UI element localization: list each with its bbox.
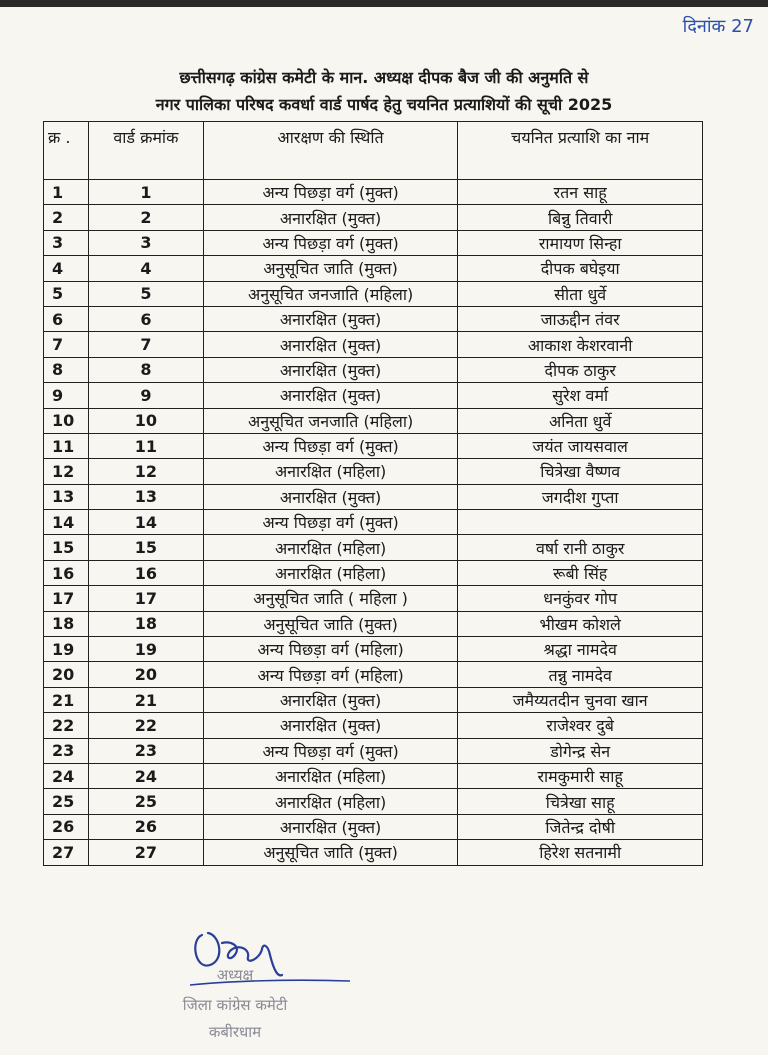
table-row: [44, 840, 703, 865]
cell-ward-number: 10: [88, 408, 203, 433]
cell-serial: 10: [44, 408, 89, 433]
cell-serial: 16: [44, 560, 89, 585]
header-reservation: आरक्षण की स्थिति: [203, 122, 458, 180]
cell-serial: 9: [44, 383, 89, 408]
cell-ward-number: 5: [88, 281, 203, 306]
cell-ward-number: 16: [88, 560, 203, 585]
cell-reservation: अनुसूचित जनजाति (महिला): [203, 281, 458, 306]
cell-candidate-name: रतन साहू: [458, 180, 703, 205]
cell-serial: 27: [44, 840, 89, 865]
cell-ward-number: 9: [88, 383, 203, 408]
table-row: [44, 713, 703, 738]
cell-candidate-name: अनिता धुर्वे: [458, 408, 703, 433]
cell-candidate-name: सुरेश वर्मा: [458, 383, 703, 408]
table-row: [44, 408, 703, 433]
cell-reservation: अनारक्षित (महिला): [203, 459, 458, 484]
cell-reservation: अनुसूचित जनजाति (महिला): [203, 408, 458, 433]
cell-reservation: अन्य पिछड़ा वर्ग (मुक्त): [203, 510, 458, 535]
cell-reservation: अनारक्षित (महिला): [203, 535, 458, 560]
table-body: [44, 180, 703, 866]
candidate-table: [43, 121, 703, 866]
cell-ward-number: 11: [88, 433, 203, 458]
cell-serial: 1: [44, 180, 89, 205]
table-row: [44, 484, 703, 509]
table-row: [44, 433, 703, 458]
cell-reservation: अनारक्षित (महिला): [203, 763, 458, 788]
stamp-org-line-1: जिला कांग्रेस कमेटी: [182, 996, 288, 1014]
cell-serial: 2: [44, 205, 89, 230]
cell-reservation: अन्य पिछड़ा वर्ग (मुक्त): [203, 738, 458, 763]
cell-candidate-name: भीखम कोशले: [458, 611, 703, 636]
table-row: [44, 459, 703, 484]
cell-candidate-name: जयंत जायसवाल: [458, 433, 703, 458]
cell-reservation: अनारक्षित (मुक्त): [203, 687, 458, 712]
cell-candidate-name: आकाश केशरवानी: [458, 332, 703, 357]
cell-serial: 21: [44, 687, 89, 712]
cell-reservation: अनारक्षित (महिला): [203, 560, 458, 585]
cell-reservation: अनारक्षित (मुक्त): [203, 205, 458, 230]
cell-ward-number: 12: [88, 459, 203, 484]
cell-candidate-name: डोगेन्द्र सेन: [458, 738, 703, 763]
table-header-row: [44, 122, 703, 180]
table-row: [44, 763, 703, 788]
table-row: [44, 814, 703, 839]
table-row: [44, 281, 703, 306]
cell-serial: 19: [44, 637, 89, 662]
cell-candidate-name: श्रद्धा नामदेव: [458, 637, 703, 662]
table-row: [44, 180, 703, 205]
cell-serial: 13: [44, 484, 89, 509]
table-row: [44, 687, 703, 712]
cell-reservation: अनारक्षित (मुक्त): [203, 713, 458, 738]
header-ward-number: वार्ड क्रमांक: [88, 122, 203, 180]
cell-reservation: अन्य पिछड़ा वर्ग (मुक्त): [203, 433, 458, 458]
cell-ward-number: 23: [88, 738, 203, 763]
cell-ward-number: 14: [88, 510, 203, 535]
stamp-org-line-2: कबीरधाम: [208, 1023, 262, 1041]
table-row: [44, 383, 703, 408]
cell-ward-number: 6: [88, 306, 203, 331]
table-row: [44, 256, 703, 281]
cell-ward-number: 24: [88, 763, 203, 788]
cell-ward-number: 13: [88, 484, 203, 509]
cell-serial: 18: [44, 611, 89, 636]
cell-reservation: अनारक्षित (मुक्त): [203, 306, 458, 331]
cell-reservation: अनारक्षित (मुक्त): [203, 383, 458, 408]
cell-candidate-name: तन्नु नामदेव: [458, 662, 703, 687]
header-candidate-name: चयनित प्रत्याशि का नाम: [458, 122, 703, 180]
cell-candidate-name: जाऊद्दीन तंवर: [458, 306, 703, 331]
table-row: [44, 637, 703, 662]
cell-candidate-name: राजेश्वर दुबे: [458, 713, 703, 738]
cell-reservation: अनारक्षित (मुक्त): [203, 357, 458, 382]
cell-reservation: अन्य पिछड़ा वर्ग (मुक्त): [203, 230, 458, 255]
cell-serial: 22: [44, 713, 89, 738]
cell-ward-number: 26: [88, 814, 203, 839]
table-row: [44, 332, 703, 357]
cell-reservation: अनुसूचित जाति (मुक्त): [203, 840, 458, 865]
cell-reservation: अनुसूचित जाति (मुक्त): [203, 256, 458, 281]
cell-serial: 4: [44, 256, 89, 281]
cell-serial: 17: [44, 586, 89, 611]
cell-ward-number: 15: [88, 535, 203, 560]
cell-reservation: अन्य पिछड़ा वर्ग (मुक्त): [203, 180, 458, 205]
table-row: [44, 357, 703, 382]
cell-reservation: अन्य पिछड़ा वर्ग (महिला): [203, 637, 458, 662]
table-row: [44, 510, 703, 535]
cell-candidate-name: हिरेश सतनामी: [458, 840, 703, 865]
table-row: [44, 560, 703, 585]
cell-reservation: अनुसूचित जाति (मुक्त): [203, 611, 458, 636]
cell-serial: 20: [44, 662, 89, 687]
table-row: [44, 586, 703, 611]
cell-serial: 7: [44, 332, 89, 357]
table-row: [44, 230, 703, 255]
cell-candidate-name: दीपक बघेइया: [458, 256, 703, 281]
cell-ward-number: 25: [88, 789, 203, 814]
cell-ward-number: 22: [88, 713, 203, 738]
cell-serial: 6: [44, 306, 89, 331]
table-row: [44, 789, 703, 814]
document-title-line-2: नगर पालिका परिषद कवर्धा वार्ड पार्षद हेतु चयनित प्रत्याशियों की सूची 2025: [155, 95, 613, 114]
table-row: [44, 738, 703, 763]
cell-ward-number: 27: [88, 840, 203, 865]
cell-reservation: अनारक्षित (मुक्त): [203, 484, 458, 509]
cell-serial: 5: [44, 281, 89, 306]
cell-ward-number: 20: [88, 662, 203, 687]
cell-ward-number: 1: [88, 180, 203, 205]
cell-candidate-name: जितेन्द्र दोषी: [458, 814, 703, 839]
cell-candidate-name: दीपक ठाकुर: [458, 357, 703, 382]
cell-candidate-name: बिन्नु तिवारी: [458, 205, 703, 230]
cell-serial: 24: [44, 763, 89, 788]
cell-candidate-name: जगदीश गुप्ता: [458, 484, 703, 509]
document-title-line-1: छत्तीसगढ़ कांग्रेस कमेटी के मान. अध्यक्ष दीपक बैज जी की अनुमति से: [179, 68, 589, 87]
cell-candidate-name: धनकुंवर गोप: [458, 586, 703, 611]
cell-serial: 14: [44, 510, 89, 535]
cell-candidate-name: चित्रेखा साहू: [458, 789, 703, 814]
cell-serial: 25: [44, 789, 89, 814]
table-row: [44, 306, 703, 331]
cell-reservation: अनारक्षित (मुक्त): [203, 814, 458, 839]
cell-serial: 23: [44, 738, 89, 763]
cell-reservation: अनारक्षित (मुक्त): [203, 332, 458, 357]
cell-candidate-name: रामकुमारी साहू: [458, 763, 703, 788]
date-label: दिनांक 27: [682, 16, 754, 37]
cell-reservation: अनारक्षित (महिला): [203, 789, 458, 814]
cell-ward-number: 19: [88, 637, 203, 662]
cell-candidate-name: वर्षा रानी ठाकुर: [458, 535, 703, 560]
cell-ward-number: 17: [88, 586, 203, 611]
cell-ward-number: 7: [88, 332, 203, 357]
stamp-designation: अध्यक्ष: [216, 966, 254, 984]
cell-ward-number: 18: [88, 611, 203, 636]
cell-serial: 11: [44, 433, 89, 458]
cell-ward-number: 21: [88, 687, 203, 712]
cell-ward-number: 4: [88, 256, 203, 281]
cell-candidate-name: [458, 510, 703, 535]
table-row: [44, 535, 703, 560]
cell-ward-number: 3: [88, 230, 203, 255]
cell-serial: 8: [44, 357, 89, 382]
cell-candidate-name: रामायण सिन्हा: [458, 230, 703, 255]
cell-candidate-name: चित्रेखा वैष्णव: [458, 459, 703, 484]
table-row: [44, 662, 703, 687]
cell-ward-number: 2: [88, 205, 203, 230]
cell-candidate-name: सीता धुर्वे: [458, 281, 703, 306]
cell-reservation: अन्य पिछड़ा वर्ग (महिला): [203, 662, 458, 687]
cell-serial: 12: [44, 459, 89, 484]
page-top-edge: [0, 0, 768, 7]
table-row: [44, 205, 703, 230]
table-row: [44, 611, 703, 636]
header-serial: क्र .: [44, 122, 89, 180]
cell-serial: 3: [44, 230, 89, 255]
cell-candidate-name: रूबी सिंह: [458, 560, 703, 585]
cell-serial: 15: [44, 535, 89, 560]
cell-ward-number: 8: [88, 357, 203, 382]
cell-serial: 26: [44, 814, 89, 839]
cell-candidate-name: जमैय्यतदीन चुनवा खान: [458, 687, 703, 712]
cell-reservation: अनुसूचित जाति ( महिला ): [203, 586, 458, 611]
